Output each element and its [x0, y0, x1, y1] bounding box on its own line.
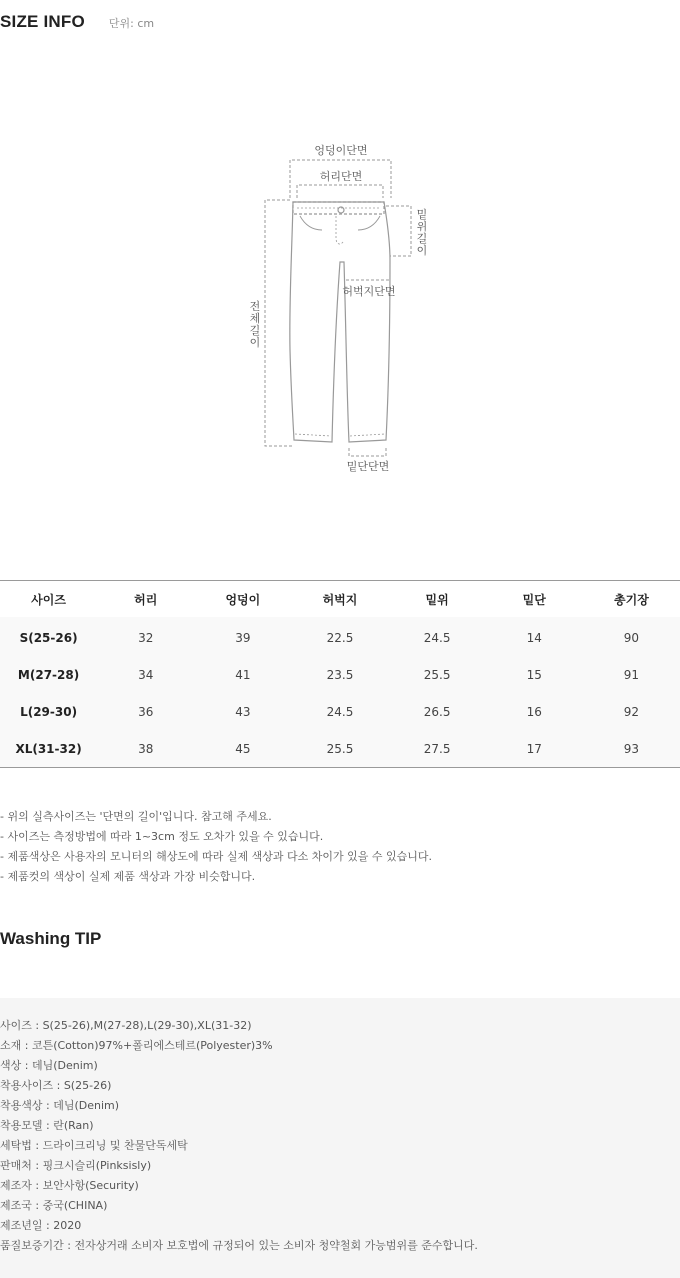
- table-cell: 24.5: [389, 617, 486, 656]
- table-cell: 27.5: [389, 730, 486, 768]
- table-row: [0, 693, 680, 730]
- table-cell: 16: [486, 693, 583, 730]
- table-cell: 38: [97, 730, 194, 768]
- waist-measure-line: [297, 185, 383, 198]
- table-row: [0, 617, 680, 656]
- unit-label: 단위: cm: [108, 17, 155, 30]
- size-info-title: SIZE INFO: [0, 12, 85, 31]
- table-cell: 45: [194, 730, 291, 768]
- table-cell: M(27-28): [0, 656, 97, 693]
- pants-measurement-diagram: [0, 130, 680, 490]
- pants-diagram-svg: [0, 130, 680, 490]
- header-total-length: 총기장: [583, 581, 680, 618]
- size-table-header-row: [0, 581, 680, 618]
- size-table: [0, 580, 680, 768]
- note-item: - 사이즈는 측정방법에 따라 1~3cm 정도 오차가 있을 수 있습니다.: [0, 830, 324, 843]
- table-cell: 41: [194, 656, 291, 693]
- table-cell: 90: [583, 617, 680, 656]
- info-material: 소재 : 코튼(Cotton)97%+폴리에스테르(Polyester)3%: [0, 1039, 273, 1052]
- table-cell: 43: [194, 693, 291, 730]
- fly-stitch: [336, 216, 343, 244]
- table-cell: 34: [97, 656, 194, 693]
- info-worn-size: 착용사이즈 : S(25-26): [0, 1079, 112, 1092]
- right-hem-stitch: [350, 434, 385, 436]
- table-cell: 14: [486, 617, 583, 656]
- table-cell: 92: [583, 693, 680, 730]
- header-size: 사이즈: [0, 581, 97, 618]
- note-item: - 제품컷의 색상이 실제 제품 색상과 가장 비슷합니다.: [0, 870, 256, 883]
- header-hem: 밑단: [486, 581, 583, 618]
- info-warranty: 품질보증기간 : 전자상거래 소비자 보호법에 규정되어 있는 소비자 청약철회 가능범위를 준수합니다.: [0, 1239, 478, 1252]
- washing-tip-title: Washing TIP: [0, 929, 102, 948]
- waist-label: 허리단면: [319, 170, 363, 183]
- info-manufacturer: 제조자 : 보안사항(Security): [0, 1179, 139, 1192]
- pants-outline: [290, 202, 390, 442]
- info-seller: 판매처 : 핑크시슬리(Pinksisly): [0, 1159, 152, 1172]
- info-year: 제조년일 : 2020: [0, 1219, 82, 1232]
- size-info-header: [0, 12, 154, 36]
- info-washing: 세탁법 : 드라이크리닝 및 찬물단독세탁: [0, 1139, 188, 1152]
- table-cell: 25.5: [389, 656, 486, 693]
- table-cell: L(29-30): [0, 693, 97, 730]
- left-pocket: [300, 216, 322, 230]
- total-length-label: 전 체 길 이: [249, 300, 261, 349]
- note-item: - 위의 실측사이즈는 '단면의 길이'입니다. 참고해 주세요.: [0, 810, 272, 823]
- info-model: 착용모델 : 란(Ran): [0, 1119, 94, 1132]
- header-thigh: 허벅지: [291, 581, 388, 618]
- rise-label: 밑 위 길 이: [416, 208, 428, 257]
- table-cell: 22.5: [291, 617, 388, 656]
- header-hip: 엉덩이: [194, 581, 291, 618]
- header-waist: 허리: [97, 581, 194, 618]
- table-cell: 26.5: [389, 693, 486, 730]
- table-cell: 91: [583, 656, 680, 693]
- info-color: 색상 : 데님(Denim): [0, 1059, 98, 1072]
- header-rise: 밑위: [389, 581, 486, 618]
- hip-label: 엉덩이단면: [314, 144, 368, 157]
- product-info-list: [0, 1016, 478, 1256]
- info-country: 제조국 : 중국(CHINA): [0, 1199, 108, 1212]
- table-cell: 15: [486, 656, 583, 693]
- table-row: [0, 656, 680, 693]
- table-cell: 39: [194, 617, 291, 656]
- table-cell: 32: [97, 617, 194, 656]
- table-cell: 17: [486, 730, 583, 768]
- table-cell: 23.5: [291, 656, 388, 693]
- product-info-box: [0, 998, 680, 1278]
- table-cell: 25.5: [291, 730, 388, 768]
- note-item: - 제품색상은 사용자의 모니터의 해상도에 따라 실제 색상과 다소 차이가 있을 수 있습니다.: [0, 850, 432, 863]
- table-cell: S(25-26): [0, 617, 97, 656]
- info-size: 사이즈 : S(25-26),M(27-28),L(29-30),XL(31-32): [0, 1019, 252, 1032]
- left-hem-stitch: [295, 434, 331, 436]
- table-cell: 36: [97, 693, 194, 730]
- hem-measure-line: [349, 448, 386, 456]
- hem-label: 밑단단면: [346, 460, 390, 473]
- table-cell: 24.5: [291, 693, 388, 730]
- info-worn-color: 착용색상 : 데님(Denim): [0, 1099, 120, 1112]
- thigh-label: 허벅지단면: [342, 285, 396, 298]
- table-cell: XL(31-32): [0, 730, 97, 768]
- table-cell: 93: [583, 730, 680, 768]
- size-notes: [0, 807, 680, 887]
- table-row: [0, 730, 680, 768]
- right-pocket: [358, 216, 380, 230]
